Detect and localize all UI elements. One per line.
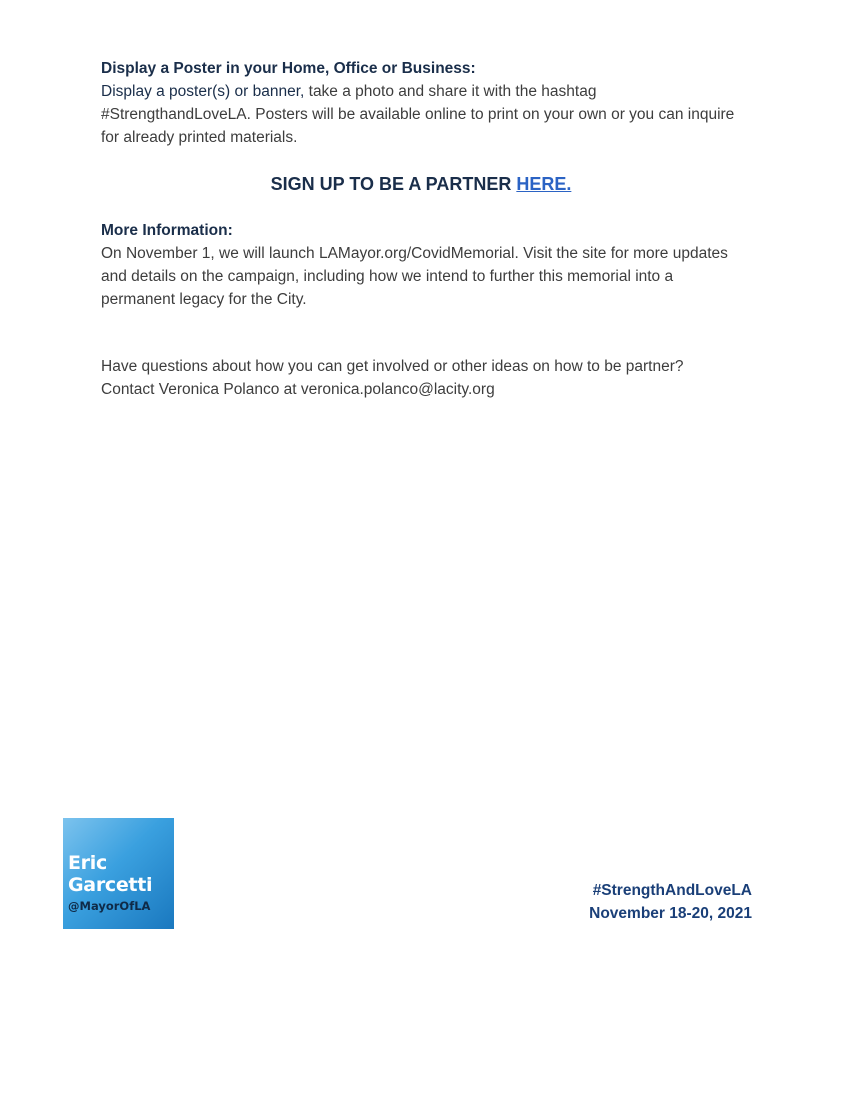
logo-first-name: Eric	[68, 852, 107, 874]
contact-section	[101, 355, 741, 401]
footer-info	[589, 879, 752, 925]
more-info-section	[101, 219, 741, 311]
footer-dates: November 18-20, 2021	[589, 905, 752, 922]
logo-handle: @MayorOfLA	[68, 899, 151, 913]
contact-line-2: Contact Veronica Polanco at veronica.polanco@lacity.org	[101, 381, 495, 398]
poster-paragraph	[101, 80, 741, 149]
poster-lead: Display a poster(s) or banner,	[101, 83, 305, 100]
poster-body: take a photo and share it with the hashtag #StrengthandLoveLA. Posters will be available online to print on your own or you can inquire for already printed materials.	[101, 83, 735, 146]
more-info-body: On November 1, we will launch LAMayor.org/CovidMemorial. Visit the site for more updates and details on the campaign, including how we intend to further this memorial into a permanent legacy for the City.	[101, 245, 728, 308]
more-info-heading: More Information:	[101, 222, 233, 239]
signup-line	[101, 171, 741, 197]
signup-text: SIGN UP TO BE A PARTNER	[270, 174, 517, 194]
contact-line-1: Have questions about how you can get involved or other ideas on how to be partner?	[101, 358, 684, 375]
garcetti-logo	[63, 818, 174, 929]
footer-hashtag: #StrengthAndLoveLA	[592, 882, 752, 899]
signup-link[interactable]: HERE.	[516, 174, 572, 194]
logo-last-name: Garcetti	[68, 874, 153, 896]
poster-heading: Display a Poster in your Home, Office or Business:	[101, 60, 476, 77]
main-content	[101, 57, 741, 401]
